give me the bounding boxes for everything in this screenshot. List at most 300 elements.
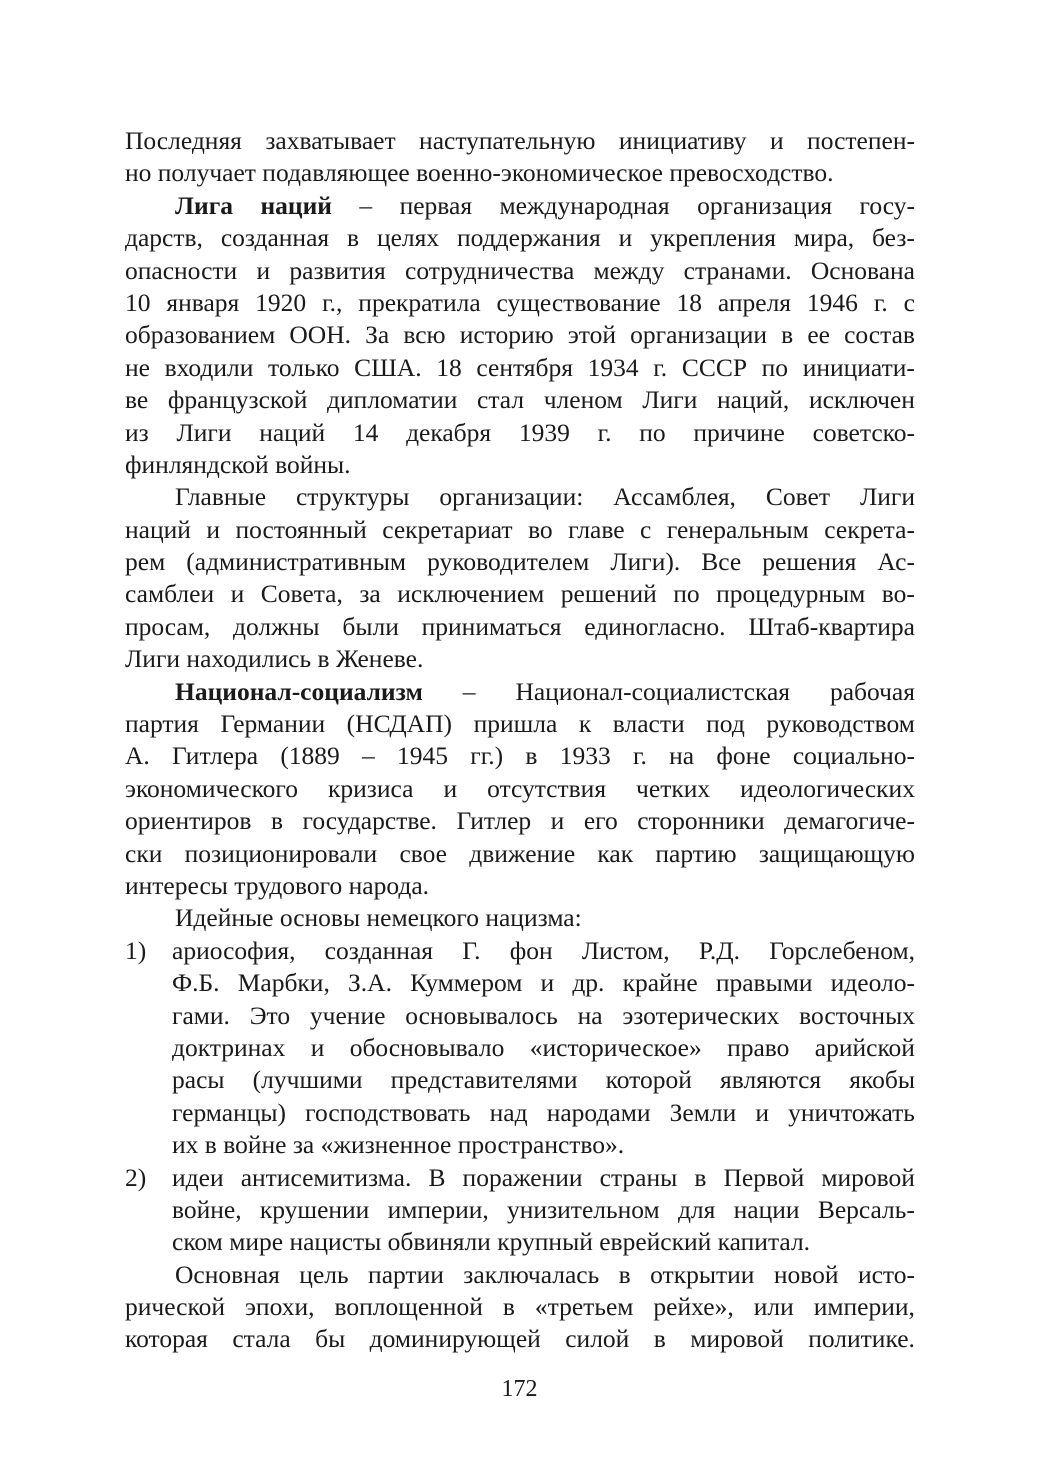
list-number: 1) (125, 935, 147, 965)
term-word: Национал-социализм (175, 676, 423, 706)
word: Ассамблея, (613, 482, 736, 512)
word: нацизма: (485, 903, 582, 933)
word: Совета, (260, 579, 343, 609)
text-line (125, 125, 915, 157)
word: 1939 (518, 417, 570, 447)
word: нации (733, 1194, 800, 1224)
word: гами. (172, 1000, 230, 1030)
text-line (125, 481, 915, 513)
word: Земли (669, 1097, 737, 1127)
word: которой (605, 1065, 692, 1095)
word: ООН. (289, 320, 351, 350)
word: но (125, 158, 152, 188)
word: на (577, 1000, 603, 1030)
text-line (125, 1291, 915, 1323)
word: Гитлера (172, 741, 259, 771)
word: и (769, 126, 784, 155)
word: Основная (175, 1259, 280, 1289)
word: за (359, 579, 381, 609)
word: секретариат (382, 514, 513, 544)
word: исто- (857, 1259, 915, 1289)
paragraph-party-goal (125, 1259, 915, 1356)
word: представителями (390, 1065, 578, 1095)
word: отсутствия (487, 773, 607, 803)
word: которая (125, 1324, 208, 1354)
word: состав (844, 320, 915, 350)
word: В (428, 1162, 446, 1192)
word: сторонники (637, 806, 765, 836)
word: рейхе», (653, 1292, 734, 1322)
word: в (204, 1130, 217, 1160)
word: с (640, 514, 652, 544)
text-line (125, 676, 915, 708)
word: ском (172, 1227, 223, 1257)
word: 10 (125, 287, 151, 317)
word: Г. (462, 935, 481, 965)
word: власти (612, 709, 685, 739)
word: сентября (476, 352, 573, 382)
word: А. (125, 741, 150, 771)
word: г. (597, 417, 612, 447)
word: крайне (622, 968, 698, 998)
word: страны (599, 1162, 678, 1192)
word: на (669, 741, 695, 771)
word: крушении (259, 1194, 370, 1224)
word: заключалась (463, 1259, 600, 1289)
word: поддержания (457, 223, 601, 253)
term-word: наций (260, 190, 332, 220)
word: фон (509, 935, 553, 965)
word: – (462, 676, 476, 706)
word: Лиги (859, 482, 915, 512)
word: с (903, 287, 915, 317)
word: развития (289, 255, 386, 285)
word: пришла (473, 709, 558, 739)
word: германцы) (172, 1097, 287, 1127)
text-line (125, 708, 915, 740)
word: решений (560, 579, 657, 609)
word: января (166, 287, 240, 317)
word: были (342, 611, 399, 641)
word: войне, (172, 1194, 242, 1224)
word: империи, (813, 1292, 915, 1322)
word: «жизненное (320, 1130, 452, 1160)
word: исключением (397, 579, 545, 609)
word: Марбки, (237, 968, 330, 998)
text-line (125, 1000, 915, 1032)
word: Горслебеном, (769, 935, 915, 965)
word: право (727, 1032, 790, 1062)
list-item-ariosophy (125, 935, 915, 1162)
word: идеологических (740, 773, 915, 803)
word: г. (653, 352, 668, 382)
word: не (125, 352, 150, 382)
word: финляндской (125, 449, 269, 479)
word: (лучшими (252, 1065, 363, 1095)
word: Национал-социалистская (515, 676, 791, 706)
word: стал (477, 385, 525, 415)
word: силой (565, 1324, 630, 1354)
word: сотрудничества (405, 255, 575, 285)
word: наций, (717, 385, 790, 415)
word: нацисты (289, 1227, 382, 1257)
word: Это (249, 1000, 291, 1030)
word: др. (572, 968, 605, 998)
word: по (761, 352, 789, 382)
word: бы (315, 1324, 346, 1354)
word: арийской (814, 1032, 915, 1062)
page-text (125, 125, 915, 1356)
word: руководителем (427, 547, 590, 577)
word: партия (125, 709, 199, 739)
word: партию (655, 838, 737, 868)
word: генеральным (666, 514, 809, 544)
word: г., (322, 287, 343, 317)
word: целях (376, 223, 440, 253)
word: поражении (462, 1162, 583, 1192)
word: рабочая (829, 676, 915, 706)
word: Основана (810, 255, 915, 285)
word: его (583, 806, 618, 836)
word: в (525, 741, 538, 771)
word: социально- (792, 741, 915, 771)
paragraph-ideological-basis (125, 902, 915, 934)
word: главе (568, 514, 625, 544)
word: США. (354, 352, 422, 382)
text-line (125, 190, 915, 222)
word: – (359, 190, 373, 220)
word: по (673, 579, 700, 609)
word: СССР (681, 352, 748, 382)
word: ее (807, 320, 830, 350)
word: входили (164, 352, 254, 382)
word: инициати- (802, 352, 915, 382)
word: гг.) (470, 741, 504, 771)
word: процедурным (716, 579, 866, 609)
word: наций (125, 514, 191, 544)
text-line (125, 287, 915, 319)
word: дарств, (125, 223, 203, 253)
word: ориентиров (125, 806, 252, 836)
word: между (593, 255, 665, 285)
word: основывалось (405, 1000, 558, 1030)
word: идеи (172, 1162, 224, 1192)
list-item-antisemitism (125, 1162, 915, 1259)
word: в (618, 1259, 631, 1289)
word: 1945 (397, 741, 449, 771)
word: и (618, 223, 633, 253)
text-line (125, 352, 915, 384)
text-line (125, 417, 915, 449)
word: демагогиче- (784, 806, 915, 836)
word: Первой (723, 1162, 805, 1192)
word: 1920 (255, 287, 307, 317)
word: унизительном (507, 1194, 660, 1224)
text-line (125, 449, 915, 481)
word: свое (399, 838, 448, 868)
word: уничтожать (788, 1097, 915, 1127)
word: апреля (717, 287, 792, 317)
text-line (125, 1064, 915, 1096)
word: над (489, 1097, 528, 1127)
word: Идейные (175, 903, 274, 933)
word: всю (403, 320, 446, 350)
word: 1934 (587, 352, 639, 382)
text-line (125, 546, 915, 578)
word: якобы (849, 1065, 915, 1095)
word: Главные (175, 482, 267, 512)
word: кризиса (328, 773, 414, 803)
word: мира, (793, 223, 855, 253)
word: господствовать (305, 1097, 471, 1127)
word: обосновывало (349, 1032, 505, 1062)
word: под (706, 709, 745, 739)
word: наций (259, 417, 326, 447)
text-line (125, 1129, 915, 1161)
word: народами (546, 1097, 651, 1127)
word: организации (630, 320, 768, 350)
word: советско- (812, 417, 915, 447)
word: Гитлер (456, 806, 532, 836)
word: Ф.Б. (172, 968, 220, 998)
word: 14 (352, 417, 379, 447)
text-line (125, 935, 915, 967)
text-line (125, 1323, 915, 1355)
word: политике. (808, 1324, 915, 1354)
word: движение (469, 838, 576, 868)
word: находились (186, 644, 312, 674)
word: укрепления (650, 223, 777, 253)
word: и (256, 255, 271, 285)
word: Все (701, 547, 742, 577)
word: мире (229, 1227, 284, 1257)
word: странами. (683, 255, 792, 285)
text-line (125, 1032, 915, 1064)
text-line (125, 1162, 915, 1194)
word: постепен- (807, 126, 915, 155)
word: Штаб-квартира (748, 611, 915, 641)
word: должны (233, 611, 320, 641)
text-line (125, 611, 915, 643)
word: ариософия, (172, 935, 296, 965)
word: по (639, 417, 666, 447)
text-line (125, 578, 915, 610)
word: и (310, 1032, 325, 1062)
text-line (125, 319, 915, 351)
word: Лиги (642, 385, 698, 415)
word: за (292, 1130, 315, 1160)
page-number: 172 (501, 1376, 538, 1402)
word: За (365, 320, 390, 350)
word: 18 (676, 287, 702, 317)
word: организация (697, 190, 833, 220)
word: расы (172, 1065, 225, 1095)
word: военно-экономическое (416, 158, 663, 188)
text-line (125, 1194, 915, 1226)
word: г. (873, 287, 888, 317)
word: исключен (808, 385, 915, 415)
word: правыми (715, 968, 813, 998)
word: постоянный (235, 514, 367, 544)
text-line (125, 902, 915, 934)
word: (административным (186, 547, 407, 577)
word: созданная (324, 935, 433, 965)
word: 18 (436, 352, 462, 382)
word: четких (636, 773, 711, 803)
text-line (125, 838, 915, 870)
word: самблеи (125, 579, 215, 609)
word: экономического (125, 773, 298, 803)
word: Совет (765, 482, 830, 512)
word: Куммером (410, 968, 523, 998)
word: в (502, 1292, 515, 1322)
word: существование (496, 287, 661, 317)
word: являются (720, 1065, 822, 1095)
word: Версаль- (817, 1194, 915, 1224)
word: в (781, 320, 794, 350)
word: эзотерических (622, 1000, 780, 1030)
word: и (550, 806, 565, 836)
text-line (125, 967, 915, 999)
word: госу- (859, 190, 915, 220)
word: обвиняли (387, 1227, 491, 1257)
text-line (125, 1226, 915, 1258)
word: стала (232, 1324, 291, 1354)
word: в (270, 806, 283, 836)
word: – (362, 741, 375, 771)
text-line (125, 514, 915, 546)
paragraph-league-structure (125, 481, 915, 675)
word: Германии (220, 709, 326, 739)
word: антисемитизма. (240, 1162, 412, 1192)
word: историю (459, 320, 554, 350)
word: империи, (387, 1194, 489, 1224)
word: организации: (439, 482, 584, 512)
word: идеоло- (830, 968, 915, 998)
word: ве (125, 385, 149, 415)
word: во (528, 514, 553, 544)
word: и (230, 579, 245, 609)
word: из (125, 417, 149, 447)
word: руководством (766, 709, 915, 739)
word: причине (693, 417, 785, 447)
word: как (597, 838, 634, 868)
word: захватывает (265, 126, 396, 155)
word: дипломатии (327, 385, 458, 415)
word: превосходство. (669, 158, 834, 188)
word: в (653, 1324, 666, 1354)
word: структуры (295, 482, 410, 512)
word: созданная (220, 223, 330, 253)
word: 1946 (806, 287, 858, 317)
text-line (125, 773, 915, 805)
word: образованием (125, 320, 276, 350)
word: ски (125, 838, 163, 868)
word: эпохи, (244, 1292, 315, 1322)
text-line (125, 157, 915, 189)
word: народа. (348, 870, 430, 900)
word: рической (125, 1292, 225, 1322)
word: инициативу (618, 126, 747, 155)
word: цель (299, 1259, 349, 1289)
word: в (347, 223, 360, 253)
word: наступательную (419, 126, 596, 155)
word: Лиги). (610, 547, 681, 577)
word: открытии (650, 1259, 755, 1289)
word: интересы (125, 870, 228, 900)
word: трудового (234, 870, 343, 900)
word: Листом, (581, 935, 670, 965)
text-line (125, 805, 915, 837)
word: «третьем (534, 1292, 634, 1322)
word: рем (125, 547, 166, 577)
word: первая (399, 190, 473, 220)
word: защищающую (758, 838, 915, 868)
paragraph-intro (125, 125, 915, 190)
word: фоне (716, 741, 771, 771)
word: восточных (799, 1000, 915, 1030)
list-number: 2) (125, 1162, 147, 1192)
word: во- (881, 579, 915, 609)
text-line (125, 643, 915, 675)
text-line (125, 870, 915, 902)
word: и (755, 1097, 769, 1127)
word: «историческое» (529, 1032, 702, 1062)
word: подавляющее (262, 158, 410, 188)
word: основы (279, 903, 361, 933)
word: партии (368, 1259, 444, 1289)
word: членом (543, 385, 623, 415)
word: Женеве. (335, 644, 424, 674)
word: мировой (821, 1162, 915, 1192)
word: доминирующей (369, 1324, 541, 1354)
word: прекратила (358, 287, 481, 317)
word: немецкого (366, 903, 479, 933)
word: или (753, 1292, 794, 1322)
text-line (125, 1097, 915, 1129)
word: Лиги (176, 417, 232, 447)
word: опасности (125, 255, 238, 285)
word: позиционировали (184, 838, 378, 868)
word: (НСДАП) (346, 709, 453, 739)
text-line (125, 255, 915, 287)
word: войне (223, 1130, 287, 1160)
word: государстве. (302, 806, 437, 836)
word: мировой (690, 1324, 784, 1354)
word: Последняя (125, 126, 242, 155)
paragraph-league-of-nations (125, 190, 915, 482)
word: (1889 (280, 741, 340, 771)
word: французской (167, 385, 308, 415)
word: Р.Д. (698, 935, 741, 965)
word: их (172, 1130, 199, 1160)
word: просам, (125, 611, 211, 641)
word: этой (567, 320, 616, 350)
word: секрета- (824, 514, 915, 544)
text-line (125, 384, 915, 416)
word: Ас- (877, 547, 915, 577)
word: декабря (406, 417, 492, 447)
word: капитал. (717, 1227, 811, 1257)
word: международная (499, 190, 670, 220)
word: в (317, 644, 330, 674)
word: в (694, 1162, 707, 1192)
word: приниматься (421, 611, 562, 641)
text-line (125, 740, 915, 772)
word: получает (157, 158, 256, 188)
word: решения (762, 547, 857, 577)
word: без- (872, 223, 915, 253)
